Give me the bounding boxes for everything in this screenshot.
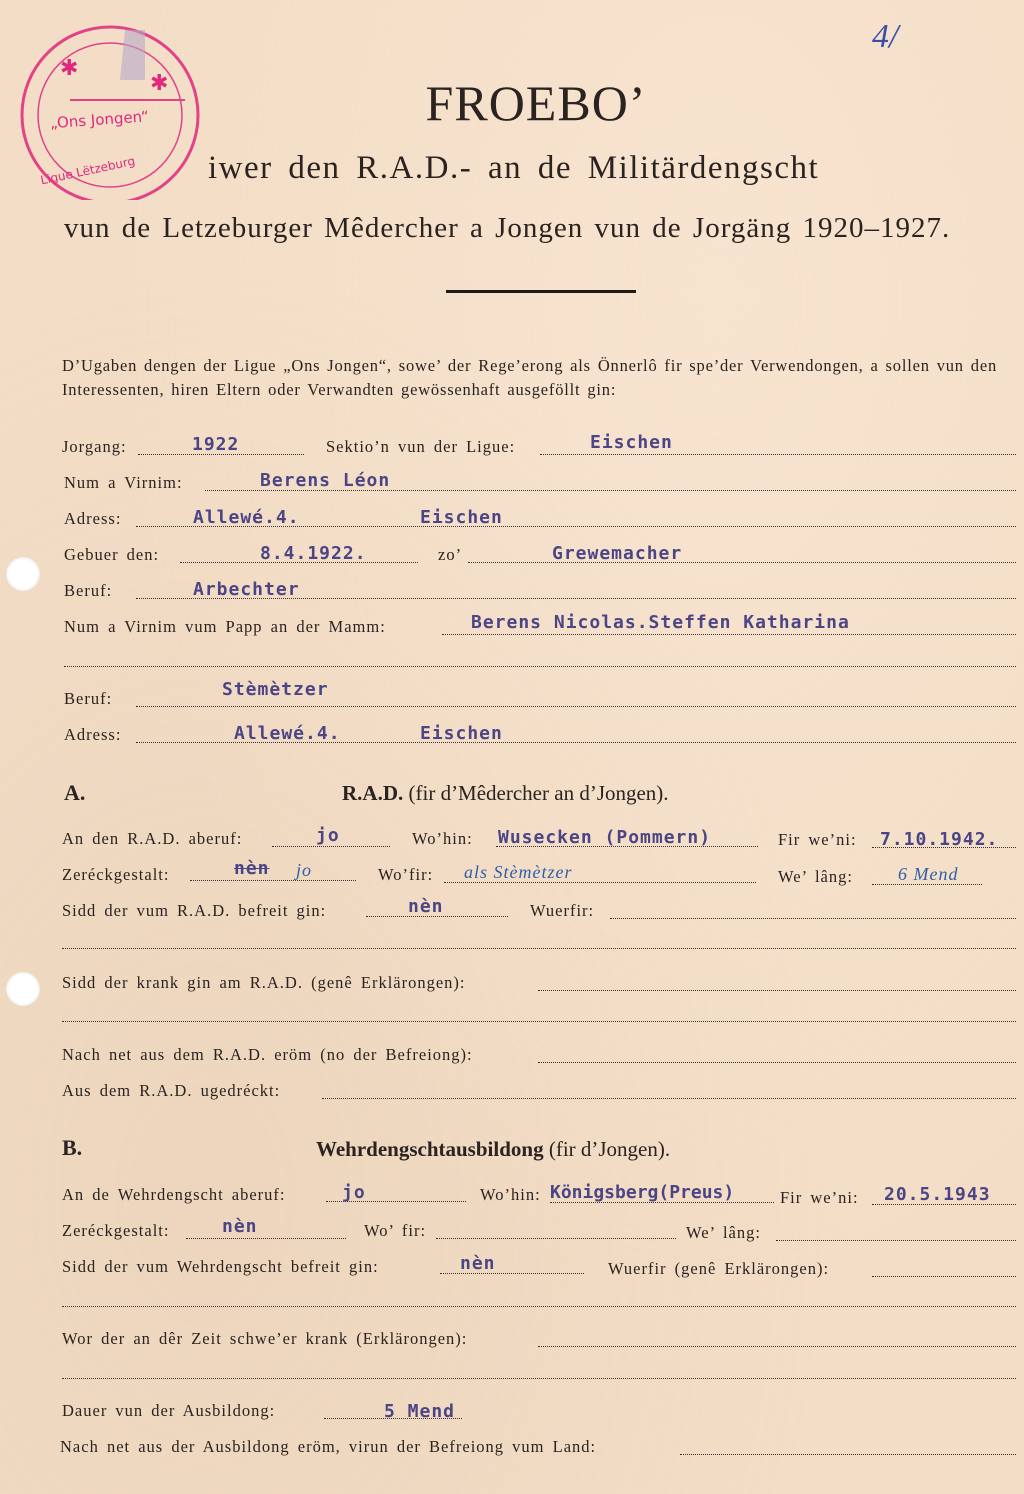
b-krank-label: Wor der an dêr Zeit schwe’er krank (Erklärongen):	[62, 1329, 468, 1348]
section-a-title-rest: (fir d’Mêdercher an d’Jongen).	[408, 781, 669, 805]
section-a-letter: A.	[64, 780, 86, 805]
b-firweni-label: Fir we’ni:	[780, 1188, 859, 1207]
num-label: Num a Virnim:	[64, 473, 183, 492]
punch-hole-top	[6, 557, 40, 591]
a-wuerfir-line	[610, 918, 1016, 919]
sektioun-label: Sektio’n vun der Ligue:	[326, 437, 516, 456]
section-b-title-bold: Wehrdengschtausbildong	[316, 1137, 544, 1161]
svg-text:✱: ✱	[150, 71, 169, 96]
section-b-letter: B.	[62, 1135, 83, 1160]
zo-label: zo’	[438, 545, 463, 564]
a-wuerfir-label: Wuerfir:	[530, 901, 595, 920]
b-zereck-label: Zeréckgestalt:	[62, 1221, 170, 1240]
b-firweni-value: 20.5.1943	[884, 1184, 991, 1205]
zo-value: Grewemacher	[552, 543, 683, 564]
num-value: Berens Léon	[260, 470, 391, 491]
a-welang-handwritten: 6 Mend	[898, 864, 959, 884]
sektioun-value: Eischen	[590, 432, 673, 453]
eltern-label: Num a Virnim vum Papp an der Mamm:	[64, 617, 386, 636]
page-subtitle-1: iwer den R.A.D.- an de Militärdengscht	[208, 150, 820, 186]
section-b-title-rest: (fir d’Jongen).	[548, 1137, 671, 1161]
pencil-mark: 4/	[872, 18, 899, 55]
section-b-title	[316, 1137, 670, 1162]
section-a-title	[342, 781, 669, 806]
a-krank-line	[538, 990, 1016, 991]
b-befreit-value: nèn	[460, 1253, 496, 1274]
gebuer-value: 8.4.1922.	[260, 543, 367, 564]
page-subtitle-2: vun de Letzeburger Mêdercher a Jongen vun de Jorgäng 1920–1927.	[64, 212, 951, 244]
b-dauer-label: Dauer vun der Ausbildong:	[62, 1401, 276, 1420]
b-welang-line	[776, 1240, 1016, 1241]
eltern-adress-label: Adress:	[64, 725, 122, 744]
a-zereck-value: nèn	[234, 858, 270, 879]
a-ugedreckt-line	[322, 1098, 1016, 1099]
a-aberuf-line	[272, 846, 390, 847]
a-nach-label: Nach net aus dem R.A.D. eröm (no der Befreiong):	[62, 1045, 473, 1064]
beruf-value: Arbechter	[193, 579, 300, 600]
title-rule	[446, 290, 636, 293]
b-dauer-value: 5 Mend	[384, 1401, 456, 1422]
a-nach-line	[538, 1062, 1016, 1063]
b-krank-line	[538, 1346, 1016, 1347]
eltern-line-2	[64, 666, 1016, 667]
eltern-adress-town: Eischen	[420, 723, 503, 744]
b-wohin-label: Wo’hin:	[480, 1185, 541, 1204]
adress-label: Adress:	[64, 509, 122, 528]
a-welang-label: We’ lâng:	[778, 867, 853, 886]
section-a-title-bold: R.A.D.	[342, 781, 404, 805]
a-firweni-label: Fir we’ni:	[778, 830, 857, 849]
page-title: FROEBO’	[425, 75, 647, 131]
jorgang-label: Jorgang:	[62, 437, 127, 456]
b-wofir-label: Wo’ fir:	[364, 1221, 427, 1240]
sektioun-line	[540, 454, 1016, 455]
gebuer-label: Gebuer den:	[64, 545, 160, 564]
stamp-text-bottom: Ligue Lëtzeburg	[39, 153, 137, 188]
eltern-line	[442, 634, 1016, 635]
a-aberuf-value: jo	[316, 825, 340, 846]
a-zereck-handwritten: jo	[296, 860, 313, 880]
eltern-value: Berens Nicolas.Steffen Katharina	[471, 612, 850, 633]
eltern-beruf-value: Stèmètzer	[222, 679, 329, 700]
b-wohin-value: Königsberg(Preus)	[550, 1182, 735, 1203]
a-wohin-value: Wusecken (Pommern)	[498, 827, 712, 848]
b-aberuf-label: An de Wehrdengscht aberuf:	[62, 1185, 286, 1204]
a-zereck-label: Zeréckgestalt:	[62, 865, 170, 884]
a-zereck-line	[190, 880, 356, 881]
b-wofir-line	[436, 1238, 676, 1239]
a-ugedreckt-label: Aus dem R.A.D. ugedréckt:	[62, 1081, 281, 1100]
adress-value-town: Eischen	[420, 507, 503, 528]
b-nach-label: Nach net aus der Ausbildong eröm, virun der Befreiong vum Land:	[60, 1437, 597, 1456]
b-wuerfir-line	[872, 1276, 1016, 1277]
b-nach-line	[680, 1454, 1016, 1455]
zo-line	[468, 562, 1016, 563]
adress-value-street: Allewé.4.	[193, 507, 300, 528]
a-krank-label: Sidd der krank gin am R.A.D. (genê Erklärongen):	[62, 973, 466, 992]
a-befreit-value: nèn	[408, 896, 444, 917]
intro-paragraph: D’Ugaben dengen der Ligue „Ons Jongen“, sowe’ der Rege’erong als Önnerlô fir spe’der Verwendongen, a sollen vun den Interessenten, hiren Eltern oder Verwandten gewössenhaft ausgeföllt gin:	[62, 356, 997, 399]
eltern-adress-street: Allewé.4.	[234, 723, 341, 744]
svg-text:✱: ✱	[60, 56, 79, 81]
b-aberuf-value: jo	[342, 1182, 366, 1203]
stamp-text-top: „Ons Jongen“	[49, 107, 150, 133]
b-zereck-value: nèn	[222, 1216, 258, 1237]
eltern-beruf-line	[136, 706, 1016, 707]
b-wuerfir-line-2	[62, 1306, 1016, 1307]
a-wofir-label: Wo’fir:	[378, 865, 434, 884]
punch-hole-bottom	[6, 972, 40, 1006]
jorgang-value: 1922	[192, 434, 240, 455]
a-krank-line-2	[62, 1021, 1016, 1022]
b-zereck-line	[186, 1238, 346, 1239]
a-befreit-label: Sidd der vum R.A.D. befreit gin:	[62, 901, 327, 920]
eltern-beruf-label: Beruf:	[64, 689, 113, 708]
b-wuerfir-label: Wuerfir (genê Erklärongen):	[608, 1259, 830, 1278]
a-wohin-label: Wo’hin:	[412, 829, 473, 848]
a-wuerfir-line-2	[62, 948, 1016, 949]
b-welang-label: We’ lâng:	[686, 1223, 761, 1242]
b-befreit-label: Sidd der vum Wehrdengscht befreit gin:	[62, 1257, 379, 1276]
b-krank-line-2	[62, 1378, 1016, 1379]
a-wofir-handwritten: als Stèmètzer	[464, 862, 573, 882]
a-aberuf-label: An den R.A.D. aberuf:	[62, 829, 243, 848]
a-firweni-value: 7.10.1942.	[880, 829, 999, 850]
beruf-label: Beruf:	[64, 581, 113, 600]
